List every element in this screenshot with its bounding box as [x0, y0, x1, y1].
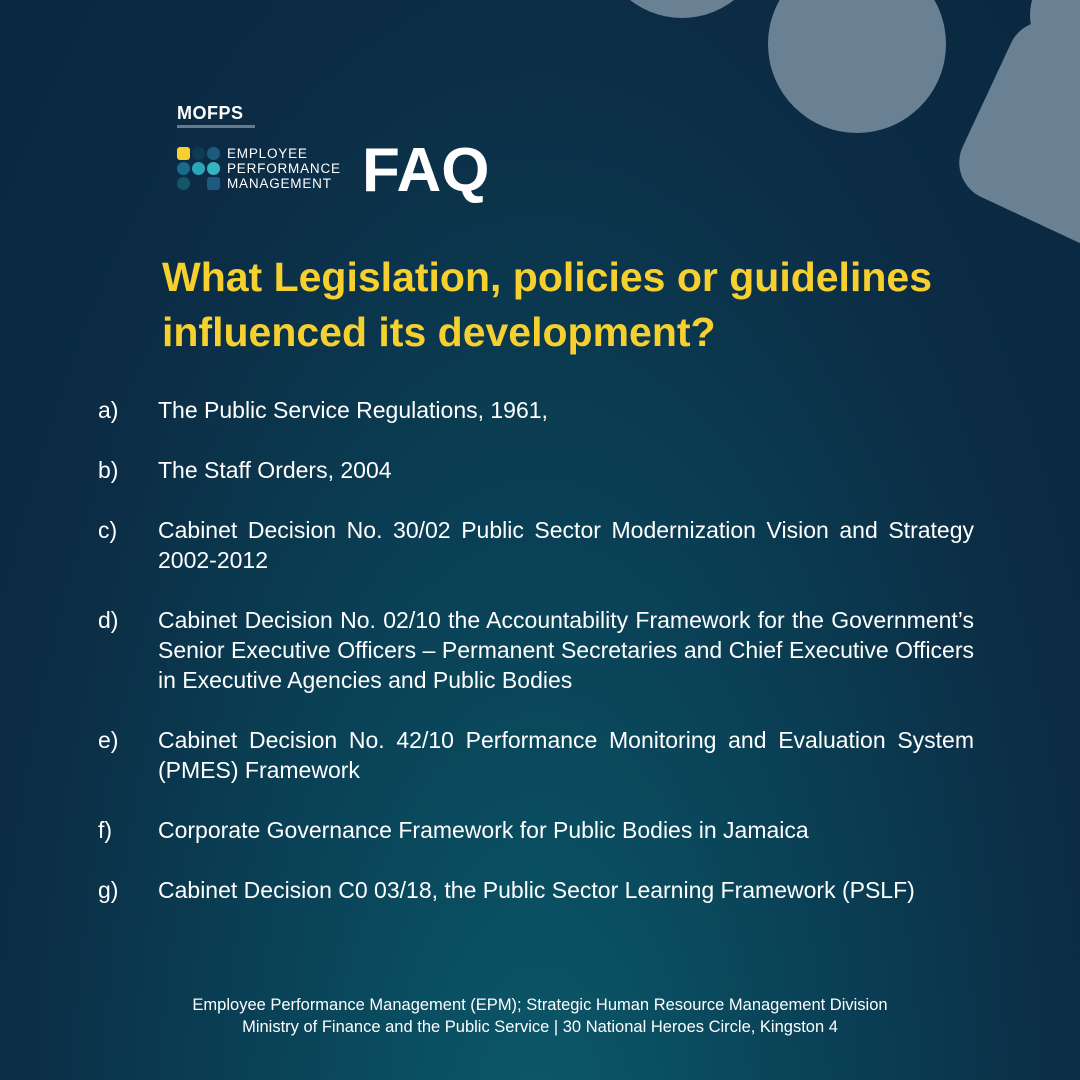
item-text: The Public Service Regulations, 1961,	[158, 397, 548, 423]
epm-dots-icon	[177, 147, 221, 191]
logo-dot	[177, 147, 190, 160]
mofps-logo-text: MOFPS	[177, 103, 244, 123]
logo-dot	[207, 147, 220, 160]
decor-circle	[598, 0, 766, 18]
logo-dot	[207, 177, 220, 190]
item-letter: a)	[98, 397, 119, 423]
item-letter: f)	[98, 817, 113, 843]
epm-logo	[177, 146, 341, 191]
epm-logo-text	[227, 146, 341, 191]
footer	[0, 994, 1080, 1038]
list-item	[98, 605, 974, 695]
logo-dot	[177, 177, 190, 190]
item-text: Cabinet Decision C0 03/18, the Public Sector Learning Framework (PSLF)	[158, 877, 915, 903]
item-letter: d)	[98, 607, 119, 633]
logo-dot	[207, 162, 220, 175]
item-text: Cabinet Decision No. 02/10 the Accountability Framework for the Government’s Senior Executive Officers – Permanent Secretaries and Chief Executive Officers in Executive Agencies and Public Bodies	[158, 607, 974, 693]
item-letter: e)	[98, 727, 119, 753]
decor-circle	[768, 0, 946, 133]
footer-line: Ministry of Finance and the Public Service | 30 National Heroes Circle, Kingston 4	[242, 1018, 838, 1036]
decor-rounded-square	[947, 9, 1080, 261]
item-text: The Staff Orders, 2004	[158, 457, 392, 483]
list-item	[98, 725, 974, 785]
faq-heading: FAQ	[362, 136, 490, 205]
item-letter: b)	[98, 457, 119, 483]
item-letter: g)	[98, 877, 119, 903]
logo-dot	[192, 147, 205, 160]
item-text: Cabinet Decision No. 42/10 Performance Monitoring and Evaluation System (PMES) Framework	[158, 727, 974, 783]
item-text: Cabinet Decision No. 30/02 Public Sector Modernization Vision and Strategy 2002-2012	[158, 517, 974, 573]
mofps-logo	[177, 104, 255, 128]
item-letter: c)	[98, 517, 118, 543]
list-item	[98, 515, 974, 575]
question-heading: What Legislation, policies or guidelines influenced its development?	[162, 254, 932, 355]
list-item	[98, 395, 974, 425]
list-item	[98, 875, 974, 905]
epm-line: PERFORMANCE	[227, 161, 341, 176]
mofps-logo-tagline	[177, 125, 255, 128]
epm-line: MANAGEMENT	[227, 176, 332, 191]
epm-line: EMPLOYEE	[227, 146, 308, 161]
item-text: Corporate Governance Framework for Public Bodies in Jamaica	[158, 817, 809, 843]
logo-dot	[192, 162, 205, 175]
list-item	[98, 815, 974, 845]
answer-list	[98, 395, 974, 935]
footer-line: Employee Performance Management (EPM); Strategic Human Resource Management Division	[192, 996, 888, 1014]
list-item	[98, 455, 974, 485]
logo-dot	[177, 162, 190, 175]
